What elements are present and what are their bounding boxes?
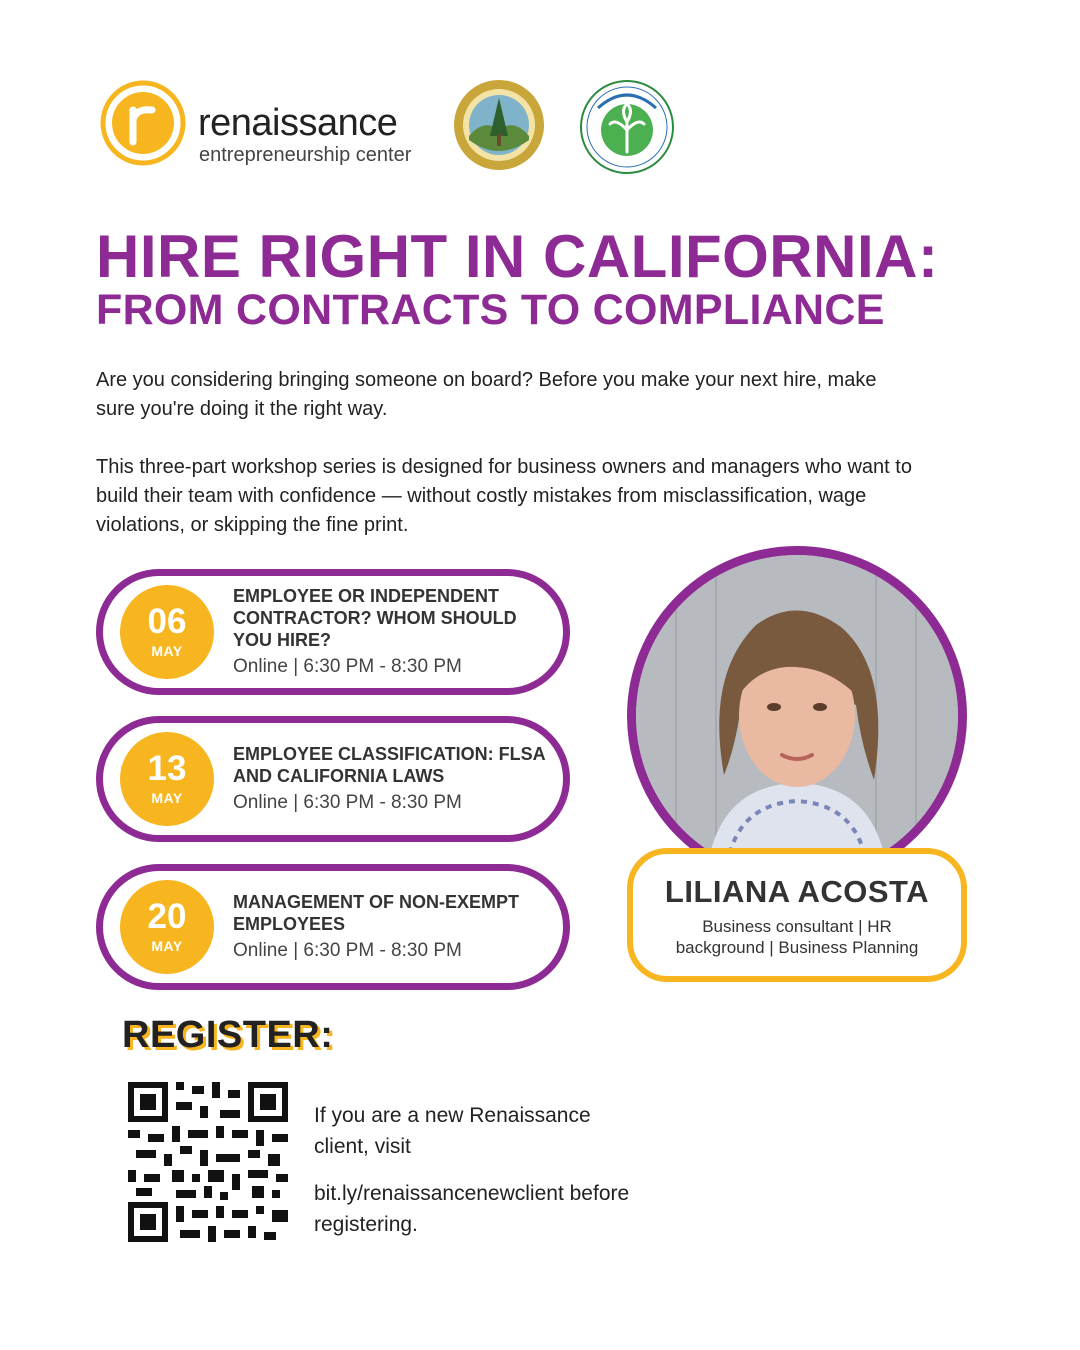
register-heading: REGISTER: xyxy=(122,1014,334,1056)
session-card-1 xyxy=(96,569,570,695)
badge-day: 06 xyxy=(147,602,187,641)
renaissance-r-icon xyxy=(100,80,186,166)
session-title: EMPLOYEE OR INDEPENDENT CONTRACTOR? WHOM SHOULD YOU HIRE? xyxy=(233,586,517,650)
session-info xyxy=(233,743,553,815)
intro-text xyxy=(96,366,916,569)
speaker-name: LILIANA ACOSTA xyxy=(664,874,930,909)
brand-name: renaissance xyxy=(198,102,398,144)
badge-day: 20 xyxy=(147,897,187,936)
register-link[interactable]: bit.ly/renaissancenewclient before registering. xyxy=(314,1182,630,1236)
session-card-2 xyxy=(96,716,570,842)
session-time: Online | 6:30 PM - 8:30 PM xyxy=(233,940,462,961)
register-line-1: If you are a new Renaissance client, visit xyxy=(314,1104,591,1158)
badge-month: MAY xyxy=(151,938,183,954)
intro-paragraph-2: This three-part workshop series is designed for business owners and managers who want to build their team with confidence — without costly mistakes from misclassification, wage violations, or skipping the fine print. xyxy=(96,456,912,536)
speaker-role: Business consultant | HR background | Business Planning xyxy=(675,917,919,957)
renaissance-logo xyxy=(100,80,420,170)
session-info xyxy=(233,585,553,679)
badge-month: MAY xyxy=(151,643,183,659)
speaker-photo xyxy=(627,546,967,886)
session-card-3 xyxy=(96,864,570,990)
brand-subtitle: entrepreneurship center xyxy=(199,144,412,166)
date-badge xyxy=(120,585,214,679)
session-time: Online | 6:30 PM - 8:30 PM xyxy=(233,792,462,813)
speaker-portrait-icon xyxy=(636,555,958,877)
page-title: HIRE RIGHT IN CALIFORNIA: xyxy=(96,223,939,290)
session-time: Online | 6:30 PM - 8:30 PM xyxy=(233,656,462,677)
speaker-card xyxy=(627,848,967,982)
intro-paragraph-1: Are you considering bringing someone on board? Before you make your next hire, make sure you're doing it the right way. xyxy=(96,369,877,420)
qr-code-icon[interactable] xyxy=(128,1082,288,1242)
san-mateo-seal-icon xyxy=(452,78,546,172)
session-title: MANAGEMENT OF NON-EXEMPT EMPLOYEES xyxy=(233,892,519,934)
session-title: EMPLOYEE CLASSIFICATION: FLSA AND CALIFORNIA LAWS xyxy=(233,744,546,786)
badge-day: 13 xyxy=(147,749,187,788)
register-instructions xyxy=(314,1100,634,1256)
date-badge xyxy=(120,732,214,826)
page-subtitle: FROM CONTRACTS TO COMPLIANCE xyxy=(96,286,885,334)
session-info xyxy=(233,891,553,963)
north-fair-oaks-seal-icon xyxy=(578,78,676,176)
badge-month: MAY xyxy=(151,790,183,806)
date-badge xyxy=(120,880,214,974)
